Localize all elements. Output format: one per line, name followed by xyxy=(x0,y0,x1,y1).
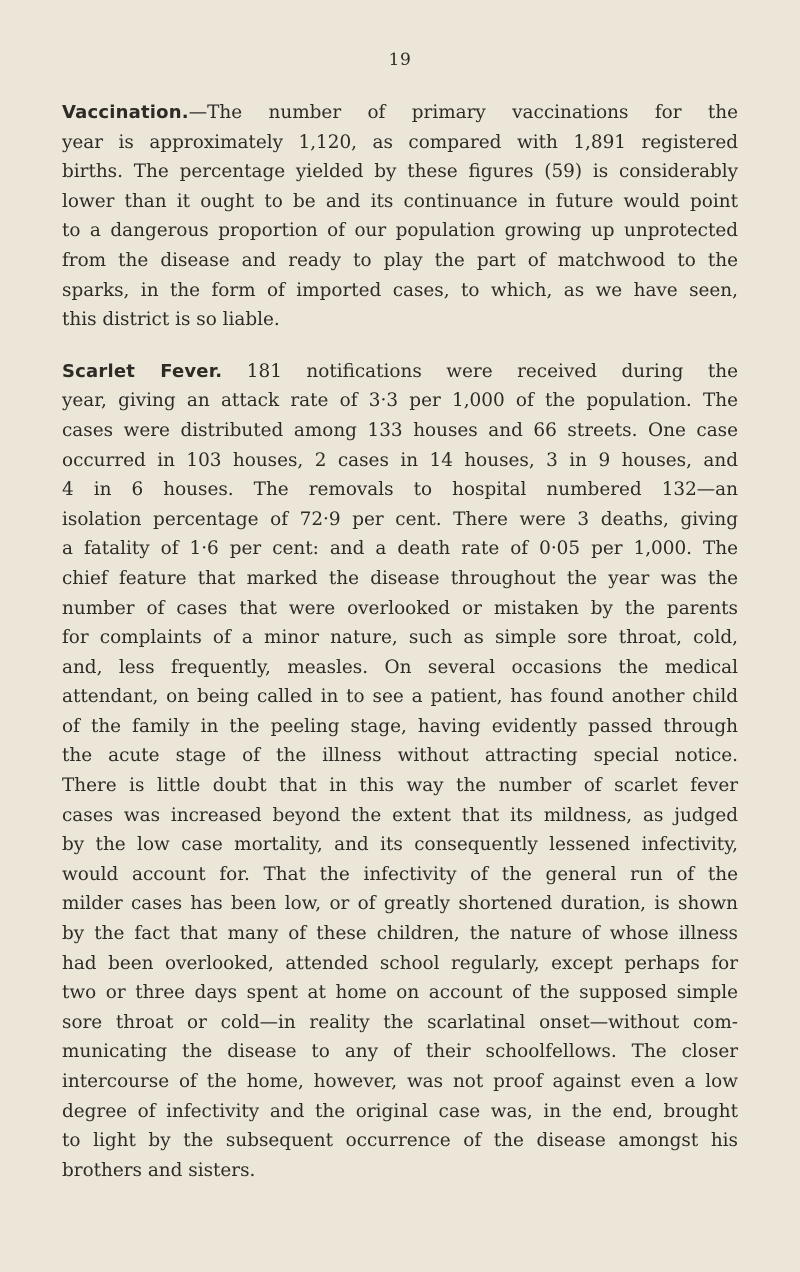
paragraph-line: by the low case mortality, and its consequently lessened infectivity, xyxy=(62,834,738,856)
paragraph-line: chief feature that marked the disease throughout the year was the xyxy=(62,567,738,589)
paragraph-line: the acute stage of the illness without attracting special notice. xyxy=(62,745,738,767)
paragraph-line: 4 in 6 houses. The removals to hospital numbered 132—an xyxy=(62,479,738,501)
paragraph-line: two or three days spent at home on account of the supposed simple xyxy=(62,982,738,1004)
paragraph-line: Vaccination.—The number of primary vaccinations for the xyxy=(62,102,738,123)
paragraph-line: to a dangerous proportion of our population growing up unprotected xyxy=(62,220,738,242)
paragraph-line: number of cases that were overlooked or mistaken by the parents xyxy=(62,597,738,619)
paragraph-line: for complaints of a minor nature, such as simple sore throat, cold, xyxy=(62,627,738,649)
paragraph-line: had been overlooked, attended school regularly, except perhaps for xyxy=(62,952,738,974)
paragraph-line: of the family in the peeling stage, having evidently passed through xyxy=(62,715,738,737)
vaccination-heading: Vaccination. xyxy=(62,102,189,123)
paragraph-line: occurred in 103 houses, 2 cases in 14 houses, 3 in 9 houses, and xyxy=(62,449,738,471)
paragraph-line: lower than it ought to be and its continuance in future would point xyxy=(62,190,738,212)
paragraph-line: intercourse of the home, however, was not proof against even a low xyxy=(62,1071,738,1092)
scarlet-fever-paragraph xyxy=(62,357,738,1186)
paragraph-line: year, giving an attack rate of 3·3 per 1,000 of the population. The xyxy=(62,390,738,412)
page-number: 19 xyxy=(388,50,412,70)
paragraph-line: cases were distributed among 133 houses and 66 streets. One case xyxy=(62,419,738,441)
paragraph-line: sparks, in the form of imported cases, to which, as we have seen, xyxy=(62,279,738,301)
paragraph-line: sore throat or cold—in reality the scarlatinal onset—without com- xyxy=(62,1011,738,1033)
scarlet-fever-heading: Scarlet Fever. xyxy=(62,360,223,382)
paragraph-line: this district is so liable. xyxy=(62,309,280,331)
paragraph-line: births. The percentage yielded by these figures (59) is considerably xyxy=(62,161,738,183)
paragraph-line: a fatality of 1·6 per cent: and a death rate of 0·05 per 1,000. The xyxy=(62,538,738,560)
paragraph-line: cases was increased beyond the extent that its mildness, as judged xyxy=(62,804,738,826)
paragraph-line: degree of infectivity and the original case was, in the end, brought xyxy=(62,1100,738,1122)
paragraph-line: would account for. That the infectivity of the general run of the xyxy=(62,863,738,885)
paragraph-line: municating the disease to any of their schoolfellows. The closer xyxy=(62,1041,738,1063)
paragraph-line: There is little doubt that in this way the number of scarlet fever xyxy=(62,775,738,797)
paragraph-line: year is approximately 1,120, as compared with 1,891 registered xyxy=(62,131,738,153)
vaccination-paragraph xyxy=(62,98,738,335)
paragraph-line: milder cases has been low, or of greatly shortened duration, is shown xyxy=(62,893,738,915)
paragraph-line: Scarlet Fever. 181 notifications were received during the xyxy=(62,360,738,382)
paragraph-line: attendant, on being called in to see a patient, has found another child xyxy=(62,686,738,708)
paragraph-line: and, less frequently, measles. On several occasions the medical xyxy=(62,656,738,678)
paragraph-line: brothers and sisters. xyxy=(62,1159,256,1181)
paragraph-line: to light by the subsequent occurrence of the disease amongst his xyxy=(62,1130,738,1152)
paragraph-line: from the disease and ready to play the part of matchwood to the xyxy=(62,249,738,271)
paragraph-line: isolation percentage of 72·9 per cent. There were 3 deaths, giving xyxy=(62,508,738,530)
paragraph-line: by the fact that many of these children, the nature of whose illness xyxy=(62,923,738,945)
